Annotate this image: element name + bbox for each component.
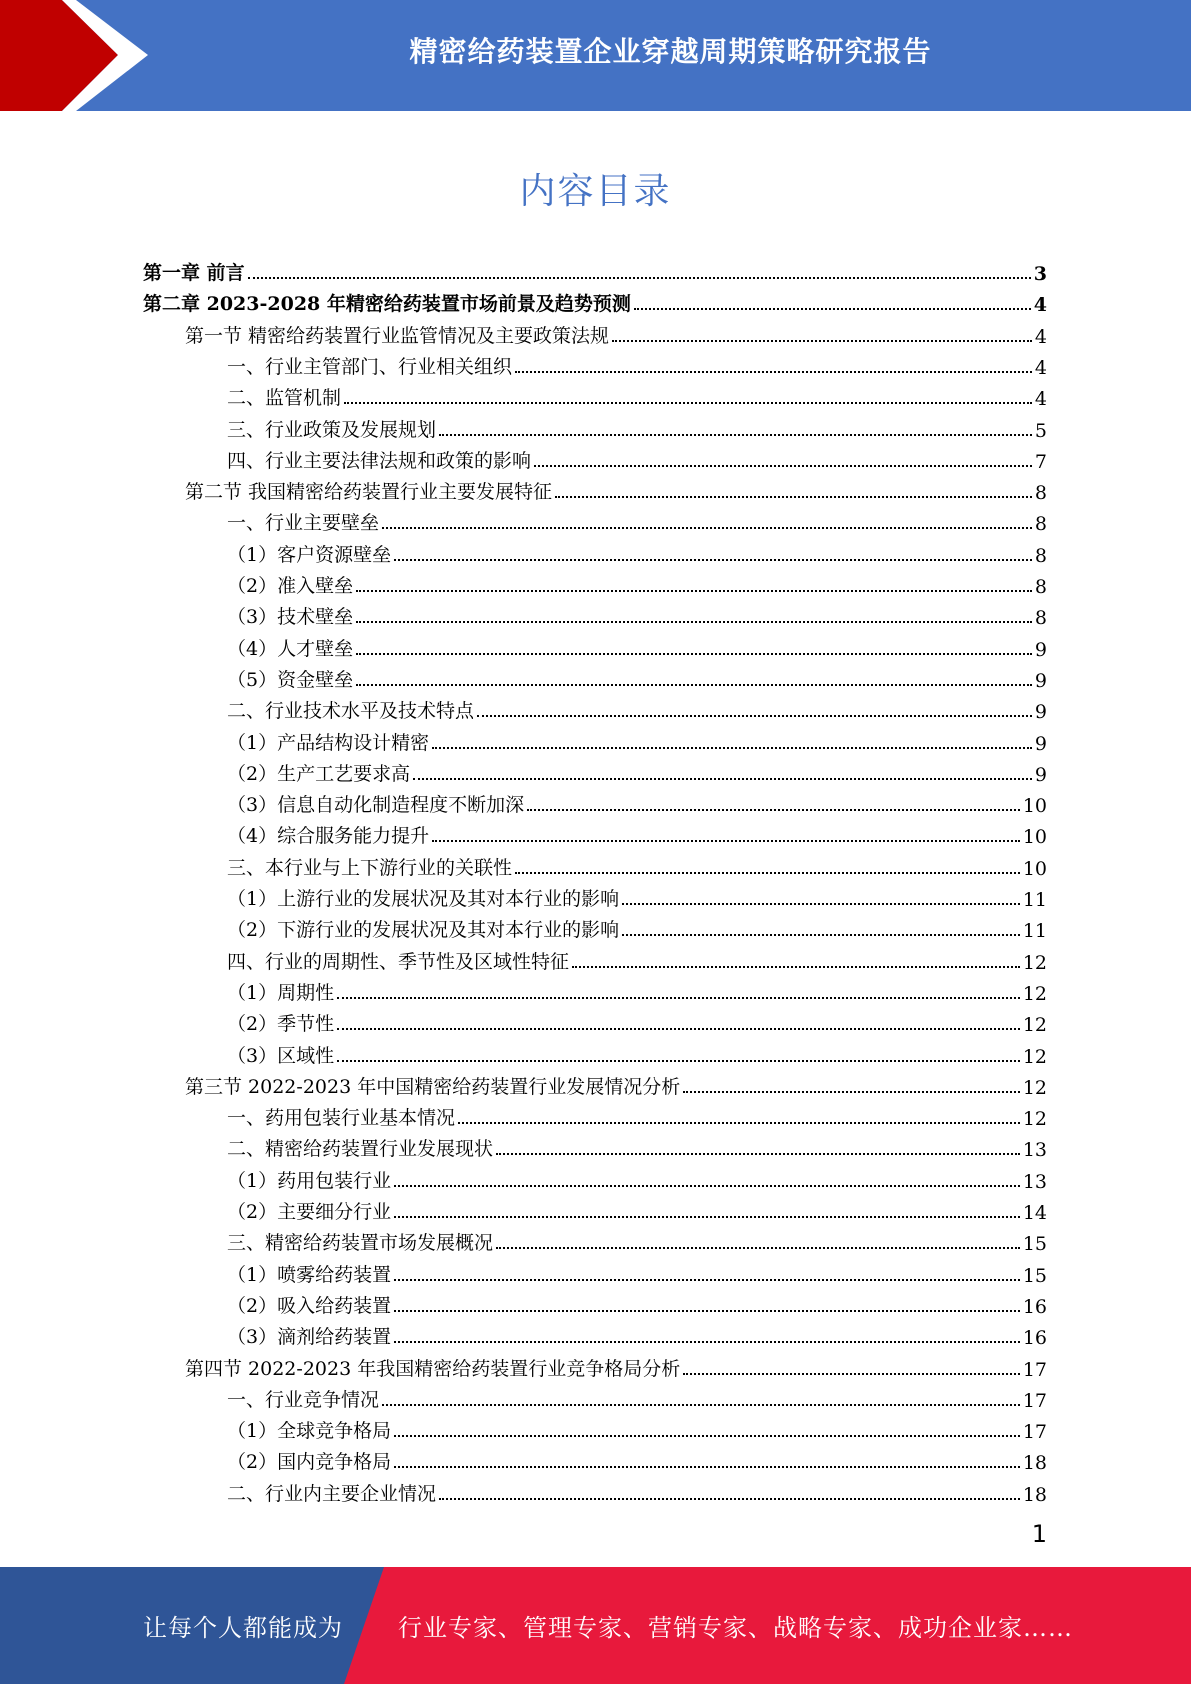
toc-leader-dots bbox=[394, 1435, 1020, 1437]
toc-entry[interactable] bbox=[227, 1256, 1047, 1287]
toc-entry[interactable] bbox=[227, 630, 1047, 661]
toc-entry[interactable] bbox=[227, 536, 1047, 567]
toc-entry[interactable] bbox=[185, 473, 1047, 504]
toc-entry[interactable] bbox=[185, 1350, 1047, 1381]
toc-entry-label: （4）综合服务能力提升 bbox=[227, 825, 430, 848]
toc-leader-dots bbox=[439, 1498, 1020, 1500]
toc-leader-dots bbox=[356, 653, 1032, 655]
toc-entry-page: 12 bbox=[1022, 951, 1047, 974]
toc-entry-page: 12 bbox=[1022, 982, 1047, 1005]
toc-entry-label: 一、行业主管部门、行业相关组织 bbox=[227, 355, 513, 378]
toc-leader-dots bbox=[634, 308, 1031, 310]
toc-entry-label: 一、行业主要壁垒 bbox=[227, 512, 380, 535]
toc-entry[interactable] bbox=[227, 724, 1047, 755]
toc-entry-page: 11 bbox=[1022, 920, 1047, 943]
toc-entry-page: 8 bbox=[1034, 544, 1047, 567]
toc-leader-dots bbox=[477, 715, 1032, 717]
footer-slogan-left: 让每个人都能成为 bbox=[143, 1614, 343, 1642]
toc-entry-page: 9 bbox=[1034, 669, 1047, 692]
toc-entry-label: （4）人才壁垒 bbox=[227, 637, 354, 660]
toc-entry-label: 二、监管机制 bbox=[227, 387, 342, 410]
toc-entry[interactable] bbox=[227, 1287, 1047, 1318]
toc-leader-dots bbox=[356, 590, 1032, 592]
toc-entry-page: 9 bbox=[1034, 701, 1047, 724]
toc-entry-page: 18 bbox=[1022, 1452, 1047, 1475]
toc-leader-dots bbox=[527, 809, 1020, 811]
toc-entry-page: 15 bbox=[1022, 1233, 1047, 1256]
toc-entry[interactable] bbox=[227, 1412, 1047, 1443]
toc-entry-page: 12 bbox=[1022, 1045, 1047, 1068]
toc-entry[interactable] bbox=[227, 974, 1047, 1005]
toc-heading: 内容目录 bbox=[519, 171, 672, 212]
toc-entry[interactable] bbox=[227, 379, 1047, 410]
toc-entry-label: （1）药用包装行业 bbox=[227, 1169, 392, 1192]
toc-entry-label: （3）滴剂给药装置 bbox=[227, 1326, 392, 1349]
toc-entry-label: 第一节 精密给药装置行业监管情况及主要政策法规 bbox=[185, 324, 610, 347]
toc-entry-page: 10 bbox=[1022, 857, 1047, 880]
toc-entry-label: （3）区域性 bbox=[227, 1044, 335, 1067]
toc-entry[interactable] bbox=[227, 442, 1047, 473]
toc-leader-dots bbox=[622, 934, 1020, 936]
toc-entry-page: 12 bbox=[1022, 1014, 1047, 1037]
toc-entry[interactable] bbox=[227, 598, 1047, 629]
toc-entry-label: （2）生产工艺要求高 bbox=[227, 762, 411, 785]
toc-entry-page: 10 bbox=[1022, 826, 1047, 849]
toc-leader-dots bbox=[356, 684, 1032, 686]
toc-entry-label: 一、行业竞争情况 bbox=[227, 1388, 380, 1411]
toc-entry[interactable] bbox=[227, 1162, 1047, 1193]
toc-entry[interactable] bbox=[227, 1381, 1047, 1412]
toc-entry-label: 第二章 2023-2028 年精密给药装置市场前景及趋势预测 bbox=[143, 293, 631, 316]
toc-leader-dots bbox=[432, 747, 1032, 749]
toc-leader-dots bbox=[344, 402, 1032, 404]
toc-entry-label: （1）喷雾给药装置 bbox=[227, 1263, 392, 1286]
toc-entry-page: 4 bbox=[1034, 325, 1047, 348]
toc-entry[interactable] bbox=[227, 348, 1047, 379]
toc-entry-label: 四、行业主要法律法规和政策的影响 bbox=[227, 449, 532, 472]
toc-entry-page: 11 bbox=[1022, 889, 1047, 911]
toc-leader-dots bbox=[394, 1341, 1020, 1343]
toc-leader-dots bbox=[337, 1060, 1020, 1062]
toc-entry-label: 一、药用包装行业基本情况 bbox=[227, 1107, 456, 1130]
toc-entry[interactable] bbox=[185, 317, 1047, 348]
toc-leader-dots bbox=[496, 1153, 1020, 1155]
toc-entry-label: 第四节 2022-2023 年我国精密给药装置行业竞争格局分析 bbox=[185, 1357, 681, 1380]
toc-entry-label: （3）信息自动化制造程度不断加深 bbox=[227, 794, 525, 817]
toc-leader-dots bbox=[382, 527, 1032, 529]
report-title: 精密给药装置企业穿越周期策略研究报告 bbox=[409, 35, 932, 68]
toc-entry-page: 9 bbox=[1034, 763, 1047, 786]
toc-entry-page: 7 bbox=[1034, 450, 1047, 473]
toc-entry-page: 8 bbox=[1034, 482, 1047, 505]
toc-entry[interactable] bbox=[227, 786, 1047, 817]
toc-leader-dots bbox=[612, 340, 1032, 342]
toc-leader-dots bbox=[439, 434, 1032, 436]
toc-entry-label: 三、精密给药装置市场发展概况 bbox=[227, 1232, 494, 1255]
toc-leader-dots bbox=[382, 1404, 1020, 1406]
toc-entry-page: 13 bbox=[1022, 1170, 1047, 1193]
toc-entry[interactable] bbox=[227, 943, 1047, 974]
toc-entry[interactable] bbox=[227, 1130, 1047, 1161]
toc-entry-page: 12 bbox=[1022, 1108, 1047, 1131]
toc-entry[interactable] bbox=[143, 254, 1047, 285]
toc-leader-dots bbox=[683, 1091, 1020, 1093]
toc-entry-page: 17 bbox=[1022, 1421, 1047, 1444]
toc-leader-dots bbox=[515, 371, 1032, 373]
toc-entry-page: 15 bbox=[1022, 1264, 1047, 1287]
footer-banner bbox=[0, 1567, 1191, 1684]
toc-entry-label: 四、行业的周期性、季节性及区域性特征 bbox=[227, 950, 570, 973]
toc-entry-page: 5 bbox=[1034, 419, 1047, 442]
header-banner bbox=[0, 0, 1191, 111]
toc-entry-page: 17 bbox=[1022, 1389, 1047, 1412]
toc-leader-dots bbox=[394, 1279, 1020, 1281]
toc-entry-page: 3 bbox=[1033, 263, 1047, 285]
toc-entry-page: 9 bbox=[1034, 732, 1047, 755]
footer-slogan-right: 行业专家、管理专家、营销专家、战略专家、成功企业家…… bbox=[398, 1614, 1073, 1642]
toc-entry-label: 第一章 前言 bbox=[143, 262, 245, 284]
toc-entry[interactable] bbox=[227, 411, 1047, 442]
toc-leader-dots bbox=[413, 778, 1032, 780]
toc-entry-page: 16 bbox=[1022, 1295, 1047, 1318]
toc-entry-label: （1）上游行业的发展状况及其对本行业的影响 bbox=[227, 888, 620, 910]
page-number: 1 bbox=[1031, 1520, 1047, 1548]
toc-leader-dots bbox=[683, 1373, 1020, 1375]
toc-entry[interactable] bbox=[227, 661, 1047, 692]
toc-entry[interactable] bbox=[227, 817, 1047, 848]
toc-entry[interactable] bbox=[227, 1443, 1047, 1474]
toc-entry[interactable] bbox=[227, 880, 1047, 911]
toc-leader-dots bbox=[394, 559, 1032, 561]
toc-entry[interactable] bbox=[227, 1005, 1047, 1036]
toc-entry-page: 9 bbox=[1034, 638, 1047, 661]
toc-entry[interactable] bbox=[227, 1099, 1047, 1130]
toc-entry[interactable] bbox=[227, 1193, 1047, 1224]
toc-entry-label: （1）周期性 bbox=[227, 981, 335, 1004]
toc-leader-dots bbox=[394, 1466, 1020, 1468]
toc-leader-dots bbox=[337, 1028, 1020, 1030]
toc-entry-label: （1）产品结构设计精密 bbox=[227, 731, 430, 754]
toc-entry-label: （2）国内竞争格局 bbox=[227, 1451, 392, 1474]
toc-entry-label: （1）客户资源壁垒 bbox=[227, 543, 392, 566]
toc-entry[interactable] bbox=[227, 504, 1047, 535]
toc-entry-page: 8 bbox=[1034, 576, 1047, 598]
toc-entry-page: 16 bbox=[1022, 1327, 1047, 1350]
toc-leader-dots bbox=[432, 840, 1020, 842]
toc-entry-page: 13 bbox=[1022, 1139, 1047, 1162]
toc-entry-page: 4 bbox=[1034, 356, 1047, 379]
toc-leader-dots bbox=[394, 1216, 1020, 1218]
toc-leader-dots bbox=[337, 997, 1020, 999]
toc-leader-dots bbox=[555, 496, 1032, 498]
toc-entry-page: 4 bbox=[1033, 294, 1047, 317]
toc-entry[interactable] bbox=[227, 1037, 1047, 1068]
toc-entry-page: 17 bbox=[1022, 1358, 1047, 1381]
toc-entry[interactable] bbox=[227, 1318, 1047, 1349]
toc-entry-label: （2）主要细分行业 bbox=[227, 1201, 392, 1223]
toc-entry[interactable] bbox=[227, 755, 1047, 786]
toc-leader-dots bbox=[394, 1185, 1020, 1187]
toc-entry-page: 12 bbox=[1022, 1076, 1047, 1099]
toc-entry-label: （2）下游行业的发展状况及其对本行业的影响 bbox=[227, 919, 620, 942]
red-arrow-decoration bbox=[0, 0, 160, 111]
toc-entry[interactable] bbox=[185, 1068, 1047, 1099]
toc-entry-label: （2）季节性 bbox=[227, 1013, 335, 1036]
toc-leader-dots bbox=[622, 903, 1020, 905]
toc-leader-dots bbox=[515, 872, 1020, 874]
toc-leader-dots bbox=[534, 465, 1032, 467]
toc-entry-page: 18 bbox=[1022, 1483, 1047, 1506]
toc-entry-label: （3）技术壁垒 bbox=[227, 606, 354, 629]
toc-entry-label: 第二节 我国精密给药装置行业主要发展特征 bbox=[185, 481, 553, 504]
toc-entry-page: 4 bbox=[1034, 388, 1047, 411]
toc-entry-page: 10 bbox=[1022, 795, 1047, 818]
toc-entry[interactable] bbox=[227, 567, 1047, 598]
toc-entry-label: 第三节 2022-2023 年中国精密给药装置行业发展情况分析 bbox=[185, 1075, 681, 1098]
toc-entry-page: 8 bbox=[1034, 513, 1047, 536]
toc-entry[interactable] bbox=[143, 285, 1047, 316]
toc-entry-label: （5）资金壁垒 bbox=[227, 668, 354, 691]
toc-entry[interactable] bbox=[227, 911, 1047, 942]
toc-entry-label: （2）吸入给药装置 bbox=[227, 1294, 392, 1317]
toc-entry-label: 三、本行业与上下游行业的关联性 bbox=[227, 856, 513, 879]
toc-entry-label: 二、行业内主要企业情况 bbox=[227, 1482, 437, 1505]
toc-leader-dots bbox=[394, 1310, 1020, 1312]
toc-leader-dots bbox=[356, 621, 1032, 623]
toc-entry-label: 二、精密给药装置行业发展现状 bbox=[227, 1138, 494, 1161]
toc-entry-page: 14 bbox=[1022, 1202, 1047, 1224]
toc-entry[interactable] bbox=[227, 692, 1047, 723]
toc-entry-page: 8 bbox=[1034, 607, 1047, 630]
toc-leader-dots bbox=[572, 966, 1020, 968]
toc-leader-dots bbox=[496, 1247, 1020, 1249]
toc-entry-label: （1）全球竞争格局 bbox=[227, 1420, 392, 1443]
toc-leader-dots bbox=[458, 1122, 1020, 1124]
toc-leader-dots bbox=[248, 277, 1031, 279]
toc-entry-label: 二、行业技术水平及技术特点 bbox=[227, 700, 475, 723]
toc-entry[interactable] bbox=[227, 1475, 1047, 1506]
toc-entry[interactable] bbox=[227, 849, 1047, 880]
toc-entry-label: （2）准入壁垒 bbox=[227, 575, 354, 597]
toc-entry-label: 三、行业政策及发展规划 bbox=[227, 418, 437, 441]
toc-entry[interactable] bbox=[227, 1224, 1047, 1255]
